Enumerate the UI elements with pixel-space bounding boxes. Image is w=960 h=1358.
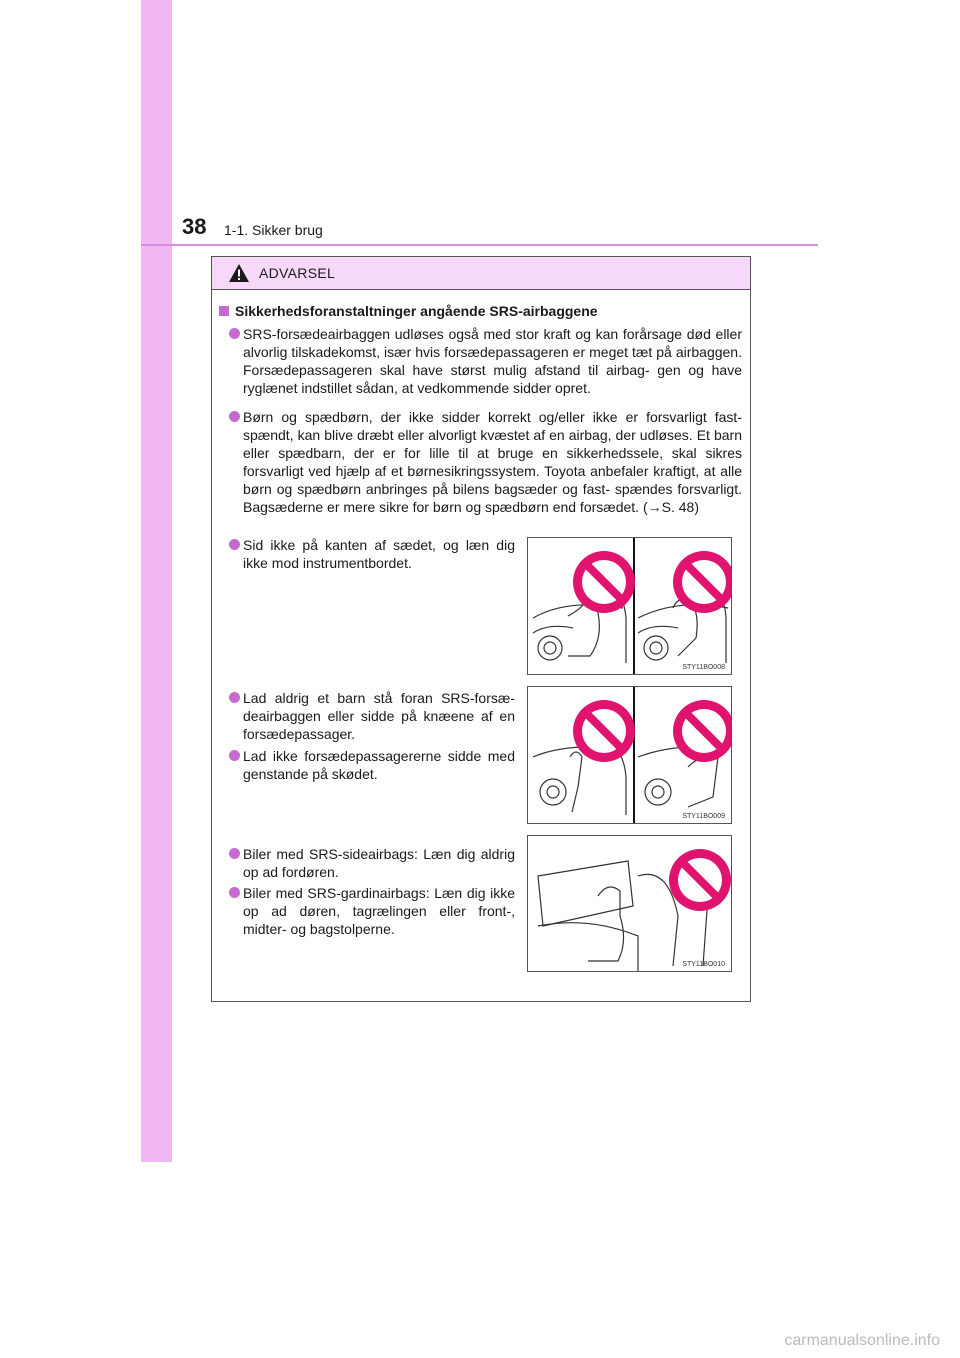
figure-code: STY11BO008 bbox=[682, 664, 725, 671]
bullet-icon bbox=[229, 887, 240, 898]
bullet-item: Biler med SRS-gardinairbags: Læn dig ikke op ad døren, tagrælingen eller front-, midter- og bagstolperne. bbox=[243, 884, 515, 938]
watermark: carmanualsonline.info bbox=[784, 1332, 940, 1349]
warning-title: ADVARSEL bbox=[259, 265, 336, 281]
illustration-lean-forward bbox=[527, 537, 732, 675]
bullet-item: Biler med SRS-sideairbags: Læn dig aldrig op ad fordøren. bbox=[243, 845, 515, 881]
illustration-child-standing bbox=[527, 686, 732, 824]
warning-heading: Sikkerhedsforanstaltninger angående SRS-airbaggene bbox=[219, 303, 598, 319]
chapter-sidebar-tab bbox=[141, 0, 172, 1162]
bullet-item: Lad ikke forsædepassagererne sidde med genstande på skødet. bbox=[243, 747, 515, 783]
bullet-item: Børn og spædbørn, der ikke sidder korrekt og/eller ikke er forsvarligt fast- spændt, kan blive dræbt eller alvorligt kvæstet af en airbag, der udløses. Et barn eller spædbarn, der er for lille til at bruge en sikkerhedssele, skal sikres forsvarligt ved hjælp af et børnesikringssystem. Toyota anbefaler kraftigt, at alle børn og spædbørn anbringes på bilens bagsæder og fast- spændes forsvarligt. Bagsæderne er mere sikre for børn og spædbørn end forsædet. (→S. 48) bbox=[243, 408, 742, 516]
bullet-icon bbox=[229, 848, 240, 859]
bullet-icon bbox=[229, 750, 240, 761]
warning-box bbox=[211, 256, 751, 1002]
figure-code: STY11BO009 bbox=[682, 813, 725, 820]
warning-triangle-icon bbox=[228, 263, 250, 283]
page-number: 38 bbox=[182, 214, 207, 239]
bullet-icon bbox=[229, 328, 240, 339]
bullet-item: SRS-forsædeairbaggen udløses også med stor kraft og kan forårsage død eller alvorlig tilskadekomst, især hvis forsædepassageren er meget tæt på airbaggen. Forsædepassageren skal have størst mulig afstand til airbag- gen og have ryglænet indstillet sådan, at vedkommende sidder opret. bbox=[243, 325, 742, 397]
square-bullet-icon bbox=[219, 306, 229, 316]
seat-lean-illustration bbox=[528, 538, 731, 674]
bullet-icon bbox=[229, 539, 240, 550]
section-title: 1-1. Sikker brug bbox=[224, 222, 323, 238]
header-rule bbox=[141, 244, 818, 246]
bullet-icon bbox=[229, 692, 240, 703]
illustration-lean-door bbox=[527, 835, 732, 972]
door-lean-illustration bbox=[528, 836, 731, 971]
bullet-item: Sid ikke på kanten af sædet, og læn dig ikke mod instrumentbordet. bbox=[243, 536, 515, 572]
figure-code: STY11BO010 bbox=[682, 961, 725, 968]
bullet-icon bbox=[229, 411, 240, 422]
bullet-item: Lad aldrig et barn stå foran SRS-forsæ- deairbaggen eller sidde på knæene af en forsædepassager. bbox=[243, 689, 515, 743]
child-airbag-illustration bbox=[528, 687, 731, 823]
warning-header bbox=[212, 257, 750, 290]
